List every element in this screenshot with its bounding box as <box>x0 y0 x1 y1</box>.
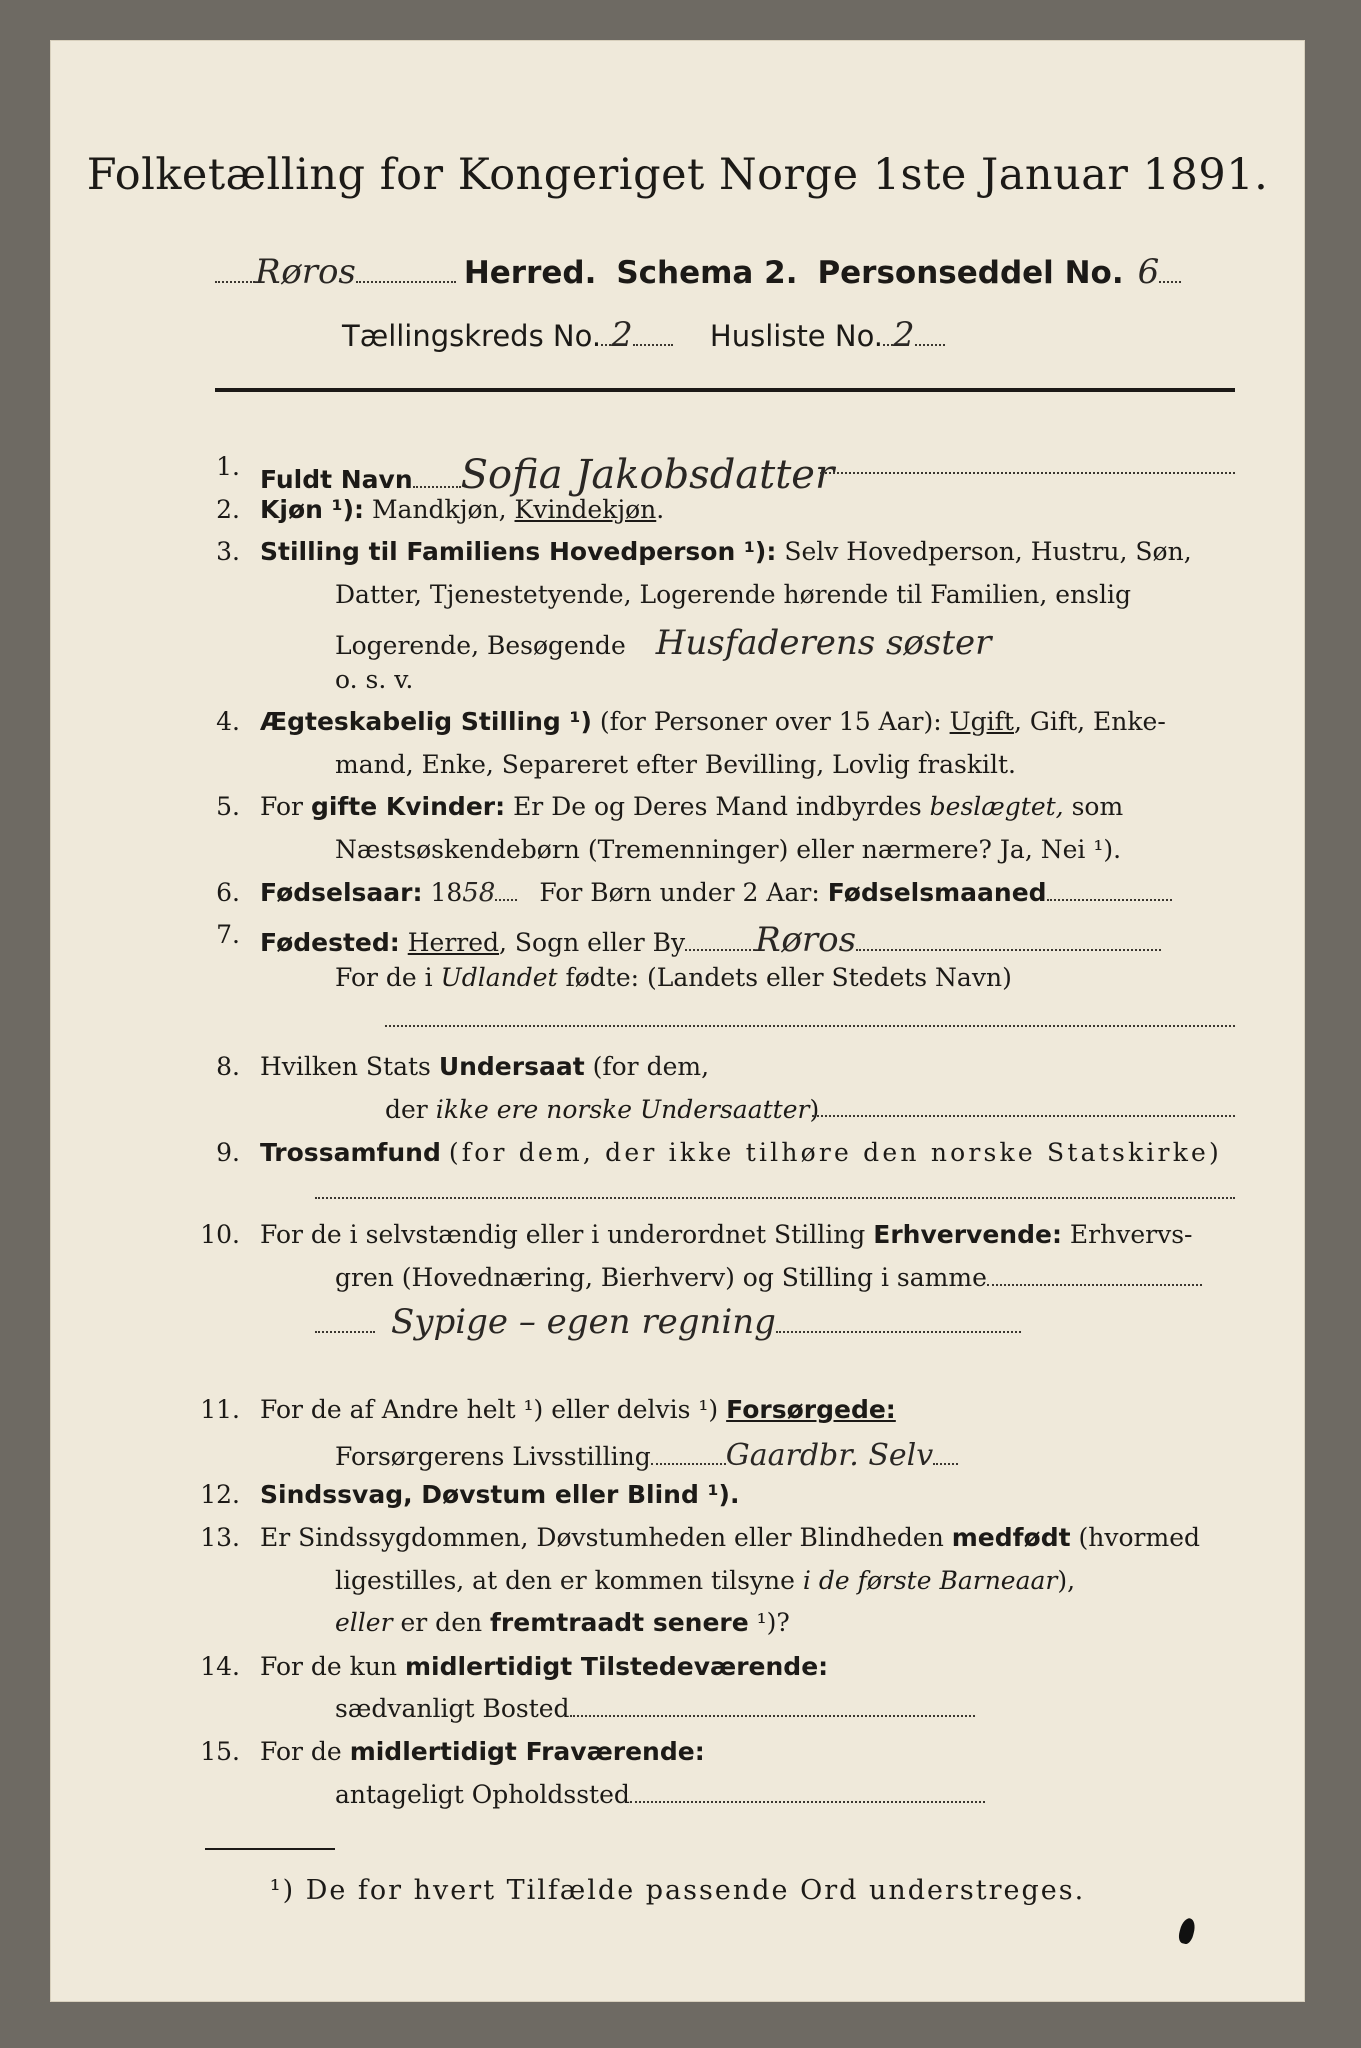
q14-line2 <box>335 1694 975 1723</box>
q1-fill <box>820 472 1235 474</box>
q5-label: gifte Kvinder: <box>310 792 506 821</box>
q6-label2: Fødselsmaaned <box>827 878 1047 907</box>
q1-number: 1. <box>216 452 240 481</box>
q13-line2 <box>335 1566 1075 1595</box>
q14-text2: sædvanligt Bosted <box>335 1694 570 1723</box>
q14-number: 14. <box>200 1652 240 1681</box>
q10-line1 <box>260 1220 1192 1249</box>
q5-text1b: som <box>1063 792 1124 821</box>
q3-number: 3. <box>216 537 240 566</box>
q6-value: 58 <box>462 878 496 908</box>
herred-value: Røros <box>255 252 356 292</box>
q15-text2: antageligt Opholdssted <box>335 1780 630 1809</box>
q7-line1 <box>260 920 1161 960</box>
q11-line1 <box>260 1395 896 1424</box>
q10-text2: gren (Hovednæring, Bierhverv) og Stilling i samme <box>335 1263 987 1292</box>
q3-text1: Selv Hovedperson, Hustru, Søn, <box>784 537 1192 566</box>
q15-number: 15. <box>200 1737 240 1766</box>
q7-label: Fødested: <box>260 928 400 957</box>
husliste-value: 2 <box>893 315 915 355</box>
q9-fill <box>315 1197 1235 1199</box>
q10-line3 <box>315 1302 1021 1342</box>
q3-value: Husfaderens søster <box>655 623 992 663</box>
q13-text3a: er den <box>392 1608 491 1637</box>
personseddel-label: Personseddel No. <box>817 255 1124 291</box>
q2-end: . <box>656 495 665 524</box>
q14-line1 <box>260 1652 828 1681</box>
q3-text3: Logerende, Besøgende <box>335 631 626 660</box>
census-form-sheet <box>50 40 1305 2002</box>
q7-option: Herred <box>407 928 500 957</box>
q11-number: 11. <box>200 1395 240 1424</box>
q12-number: 12. <box>200 1480 240 1509</box>
q13-text2a: ligestilles, at den er kommen tilsyne <box>335 1566 803 1595</box>
q7-fill <box>385 1025 1235 1027</box>
kreds-value: 2 <box>611 315 633 355</box>
q15-label: midlertidigt Fraværende: <box>349 1737 705 1766</box>
q13-number: 13. <box>200 1523 240 1552</box>
q4-line1 <box>260 707 1166 736</box>
q8-text2b: ) <box>809 1095 820 1124</box>
footnote: ¹) De for hvert Tilfælde passende Ord understreges. <box>269 1875 1086 1906</box>
herred-line <box>215 252 1181 292</box>
herred-label: Herred. <box>463 255 597 291</box>
q6-number: 6. <box>216 878 240 907</box>
footnote-rule <box>205 1848 335 1850</box>
q10-label: Erhvervende: <box>873 1220 1062 1249</box>
q5-pre: For <box>260 792 311 821</box>
form-title: Folketælling for Kongeriget Norge 1ste Januar 1891. <box>86 150 1269 200</box>
q5-italic: beslægtet, <box>929 792 1064 821</box>
q13-text1b: (hvormed <box>1070 1523 1200 1552</box>
q9-text: (for dem, der ikke tilhøre den norske Statskirke) <box>448 1138 1222 1167</box>
q4-label: Ægteskabelig Stilling ¹) <box>260 707 592 736</box>
q13-italic: i de første Barneaar <box>802 1566 1058 1595</box>
q8-text2a: der <box>385 1095 436 1124</box>
q3-line1 <box>260 537 1192 566</box>
ink-mark <box>1177 1917 1197 1946</box>
q12-line <box>260 1480 739 1509</box>
q13-italic2: eller <box>335 1608 393 1637</box>
q7-italic: Udlandet <box>440 963 558 992</box>
q2-text: Mandkjøn, <box>371 495 515 524</box>
q6-line <box>260 878 1172 908</box>
q9-number: 9. <box>216 1138 240 1167</box>
q2-option: Kvindekjøn <box>514 495 657 524</box>
q10-text1a: For de i selvstændig eller i underordnet Stilling <box>260 1220 874 1249</box>
q8-text1b: (for dem, <box>584 1052 710 1081</box>
husliste-label: Husliste No. <box>709 319 884 353</box>
kreds-label: Tællingskreds No. <box>342 319 602 353</box>
q3-line2: Datter, Tjenestetyende, Logerende hørende til Familien, enslig <box>335 580 1132 609</box>
q9-label: Trossamfund <box>260 1138 441 1167</box>
q11-value: Gaardbr. Selv <box>725 1438 934 1473</box>
q6-text: For Børn under 2 Aar: <box>539 878 828 907</box>
personseddel-value: 6 <box>1137 252 1160 292</box>
q8-line2 <box>385 1095 819 1124</box>
q13-line1 <box>260 1523 1200 1552</box>
q4-option: Ugift <box>949 707 1014 736</box>
q10-value: Sypige – egen regning <box>391 1302 776 1342</box>
q5-line2: Næstsøskendebørn (Tremenninger) eller nærmere? Ja, Nei ¹). <box>335 835 1122 864</box>
q11-line2 <box>335 1438 958 1473</box>
q3-line3 <box>335 623 991 663</box>
q8-number: 8. <box>216 1052 240 1081</box>
q8-line1 <box>260 1052 709 1081</box>
q4-text1b: , Gift, Enke- <box>1013 707 1166 736</box>
q5-number: 5. <box>216 792 240 821</box>
q2-line <box>260 495 664 524</box>
q13-text2b: ), <box>1057 1566 1076 1595</box>
q14-text1a: For de kun <box>260 1652 405 1681</box>
q5-text1: Er De og Deres Mand indbyrdes <box>513 792 930 821</box>
q4-text1: (for Personer over 15 Aar): <box>599 707 950 736</box>
q5-line1 <box>260 792 1123 821</box>
q14-label: midlertidigt Tilstedeværende: <box>404 1652 829 1681</box>
q3-label: Stilling til Familiens Hovedperson ¹): <box>260 537 777 566</box>
q10-text1b: Erhvervs- <box>1061 1220 1193 1249</box>
q1-label: Fuldt Navn <box>260 465 413 494</box>
q13-text1a: Er Sindssygdommen, Døvstumheden eller Blindheden <box>260 1523 952 1552</box>
q7-value: Røros <box>755 920 857 960</box>
q13-line3 <box>335 1608 790 1637</box>
q13-label2: fremtraadt senere <box>490 1608 749 1637</box>
q8-label: Undersaat <box>438 1052 585 1081</box>
q2-label: Kjøn ¹): <box>260 495 364 524</box>
q12-label: Sindssvag, Døvstum eller Blind ¹). <box>260 1480 740 1509</box>
q15-line2 <box>335 1780 985 1809</box>
kreds-line <box>342 315 945 355</box>
q10-line2 <box>335 1263 1202 1292</box>
q4-number: 4. <box>216 707 240 736</box>
q15-line1 <box>260 1737 705 1766</box>
q8-italic: ikke ere norske Undersaatter <box>435 1095 810 1124</box>
q2-number: 2. <box>216 495 240 524</box>
q8-fill <box>812 1115 1235 1117</box>
q7-text2a: For de i <box>335 963 441 992</box>
q7-text2b: fødte: (Landets eller Stedets Navn) <box>557 963 1012 992</box>
q6-prefix: 18 <box>430 878 463 907</box>
q13-text3b: ¹)? <box>748 1608 790 1637</box>
q11-text1a: For de af Andre helt ¹) eller delvis ¹) <box>260 1395 727 1424</box>
schema-label: Schema 2. <box>616 255 798 291</box>
q1-value: Sofia Jakobsdatter <box>460 452 835 498</box>
q4-line2: mand, Enke, Separeret efter Bevilling, Lovlig fraskilt. <box>335 750 1016 779</box>
q10-number: 10. <box>200 1220 240 1249</box>
q7-number: 7. <box>216 920 240 949</box>
header-divider <box>215 388 1235 392</box>
q7-text: , Sogn eller By <box>499 928 686 957</box>
q11-label: Forsørgede: <box>726 1395 896 1424</box>
q13-label: medfødt <box>951 1523 1071 1552</box>
q11-text2: Forsørgerens Livsstilling <box>335 1442 651 1471</box>
q1-line <box>260 452 834 498</box>
q3-line4: o. s. v. <box>335 665 414 694</box>
q9-line <box>260 1138 1222 1167</box>
q8-text1a: Hvilken Stats <box>260 1052 439 1081</box>
q7-line2 <box>335 963 1012 992</box>
q15-text1a: For de <box>260 1737 350 1766</box>
q6-label: Fødselsaar: <box>260 878 423 907</box>
